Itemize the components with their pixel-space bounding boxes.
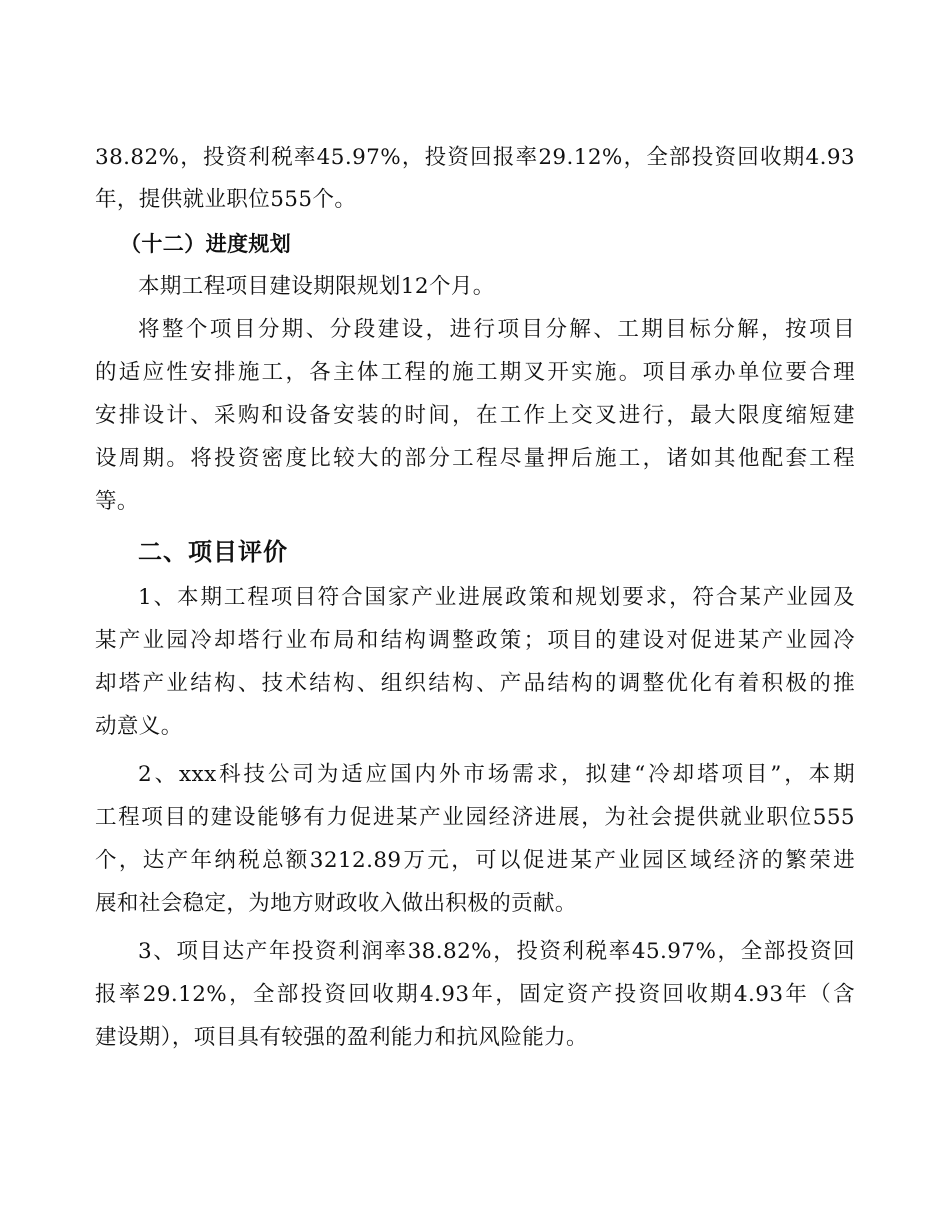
paragraph-line: 报率29.12%，全部投资回收期4.93年，固定资产投资回收期4.93年（含: [95, 982, 855, 1007]
paragraph-line: 动意义。: [95, 714, 183, 739]
paragraph-line: 却塔产业结构、技术结构、组织结构、产品结构的调整优化有着积极的推: [95, 671, 855, 696]
paragraph-line: 将整个项目分期、分段建设，进行项目分解、工期目标分解，按项目: [138, 317, 855, 342]
paragraph-line: 设周期。将投资密度比较大的部分工程尽量押后施工，诸如其他配套工程: [95, 446, 855, 471]
paragraph-line: 某产业园冷却塔行业布局和结构调整政策；项目的建设对促进某产业园冷: [95, 628, 855, 653]
paragraph-line: 个，达产年纳税总额3212.89万元，可以促进某产业园区域经济的繁荣进: [95, 848, 855, 873]
section-heading: 二、项目评价: [138, 538, 288, 566]
paragraph-line: 1、本期工程项目符合国家产业进展政策和规划要求，符合某产业园及: [138, 585, 855, 610]
paragraph-line: 等。: [95, 489, 139, 514]
paragraph-line: 工程项目的建设能够有力促进某产业园经济进展，为社会提供就业职位555: [95, 805, 855, 830]
paragraph-line: 3、项目达产年投资利润率38.82%，投资利税率45.97%，全部投资回: [138, 939, 855, 964]
paragraph-line: 安排设计、采购和设备安装的时间，在工作上交叉进行，最大限度缩短建: [95, 403, 855, 428]
paragraph-line: 本期工程项目建设期限规划12个月。: [138, 274, 495, 299]
paragraph-line: 38.82%，投资利税率45.97%，投资回报率29.12%，全部投资回收期4.93: [95, 145, 855, 170]
section-subheading: （十二）进度规划: [120, 232, 292, 256]
paragraph-line: 建设期），项目具有较强的盈利能力和抗风险能力。: [95, 1025, 588, 1050]
paragraph-line: 展和社会稳定，为地方财政收入做出积极的贡献。: [95, 891, 577, 916]
paragraph-line: 年，提供就业职位555个。: [95, 187, 357, 212]
paragraph-line: 的适应性安排施工，各主体工程的施工期叉开实施。项目承办单位要合理: [95, 360, 855, 385]
paragraph-line: 2、xxx科技公司为适应国内外市场需求，拟建“冷却塔项目”，本期: [138, 762, 855, 787]
